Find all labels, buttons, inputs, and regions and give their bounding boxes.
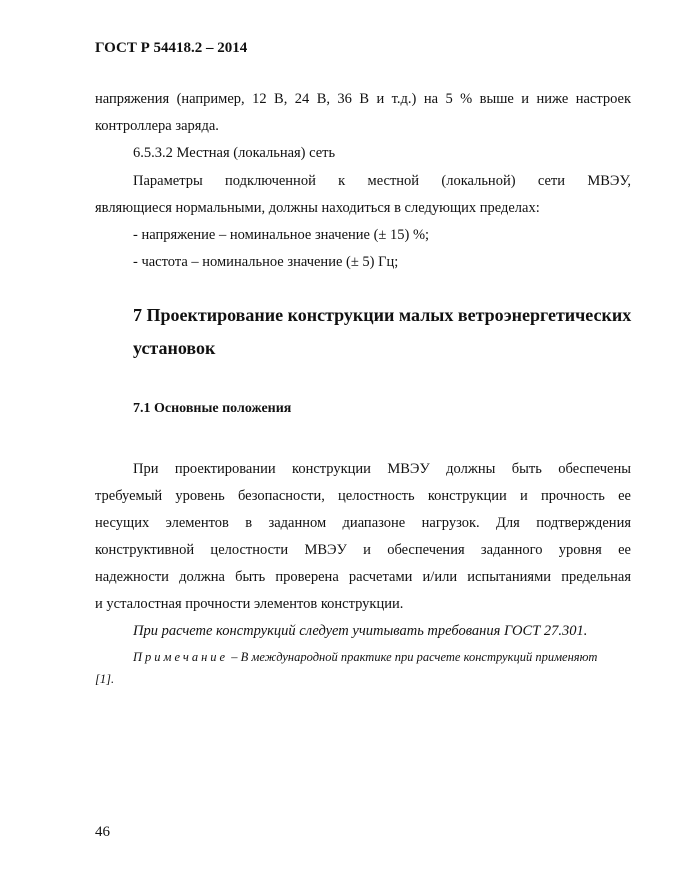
section-7-heading-line-1: 7 Проектирование конструкции малых ветроэнергетических [133,305,632,325]
note-label: Примечание [133,650,229,664]
bullet-frequency: - частота – номинальное значение (± 5) Гц; [133,254,399,270]
subsection-6532-heading: 6.5.3.2 Местная (локальная) сеть [133,145,336,161]
section-7-heading-line-2: установок [133,338,216,358]
subsection-6532-para-line-1: Параметры подключенной к местной (локальной) сети МВЭУ, [133,173,631,189]
note-line-1 [133,650,597,665]
intro-line-1: напряжения (например, 12 В, 24 В, 36 В и т.д.) на 5 % выше и ниже настроек [95,91,631,107]
section-71-para-line-3: несущих элементов в заданном диапазоне нагрузок. Для подтверждения [95,515,631,531]
note-line-2: [1]. [95,672,115,686]
document-header: ГОСТ Р 54418.2 – 2014 [95,40,248,56]
section-71-para-line-4: конструктивной целостности МВЭУ и обеспечения заданного уровня ее [95,542,631,558]
section-71-para-line-2: требуемый уровень безопасности, целостность конструкции и прочность ее [95,488,631,504]
subsection-6532-para-line-2: являющиеся нормальными, должны находиться в следующих пределах: [95,200,540,216]
section-71-para-line-5: надежности должна быть проверена расчетами и/или испытаниями предельная [95,569,631,585]
italic-requirement-line: При расчете конструкций следует учитывать требования ГОСТ 27.301. [133,623,588,639]
section-71-para-line-6: и усталостная прочности элементов конструкции. [95,596,404,612]
section-71-heading: 7.1 Основные положения [133,401,292,416]
section-71-para-line-1: При проектировании конструкции МВЭУ должны быть обеспечены [133,461,631,477]
page-number: 46 [95,824,110,840]
bullet-voltage: - напряжение – номинальное значение (± 15) %; [133,227,430,243]
intro-line-2: контроллера заряда. [95,118,219,134]
note-text: – В международной практике при расчете конструкций применяют [228,650,598,664]
